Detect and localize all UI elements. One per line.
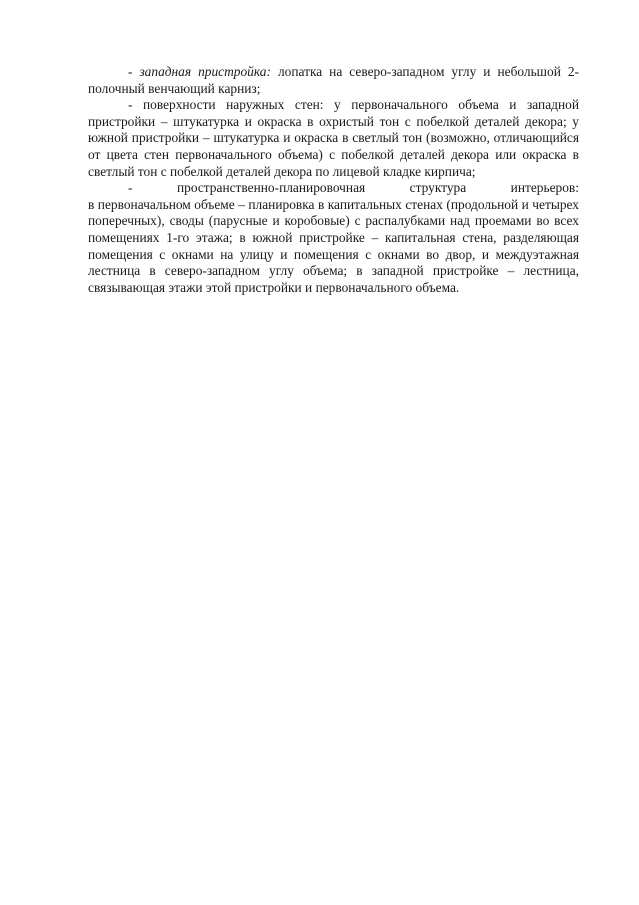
- paragraph-body: лопатка на северо-западном углу и небольшой 2-полочный венчающий карниз;: [88, 64, 580, 96]
- paragraph-interior-heading: [88, 180, 579, 197]
- paragraph-lead: - западная пристройка:: [128, 64, 271, 79]
- document-text: [88, 64, 579, 296]
- heading-word: пространственно-планировочная: [176, 180, 366, 196]
- paragraph-interior-structure: в первоначальном объеме – планировка в капитальных стенах (продольной и четырех поперечных), своды (парусные и коробовые) с распалубками над проемами во всех помещениях 1-го этажа; в южной пристройке – капитальная стена, разделяющая помещения с окнами на улицу и помещения с окнами во двор, и междуэтажная лестница в северо-западном углу объема; в западной пристройке – лестница, связывающая этажи этой пристройки и первоначального объема.: [88, 196, 579, 295]
- paragraph-exterior-walls: - поверхности наружных стен: у первоначального объема и западной пристройки – штукатурка и окраска в охристый тон с побелкой деталей декора; у южной пристройки – штукатурка и окраска в светлый тон (возможно, отличающийся от цвета стен первоначального объема) с побелкой деталей декора или окраска в светлый тон с побелкой деталей декора по лицевой кладке кирпича;: [88, 97, 579, 179]
- heading-word: интерьеров:: [510, 180, 579, 196]
- paragraph-west-annex: [88, 64, 579, 97]
- heading-word: -: [128, 180, 133, 196]
- heading-word: структура: [409, 180, 467, 196]
